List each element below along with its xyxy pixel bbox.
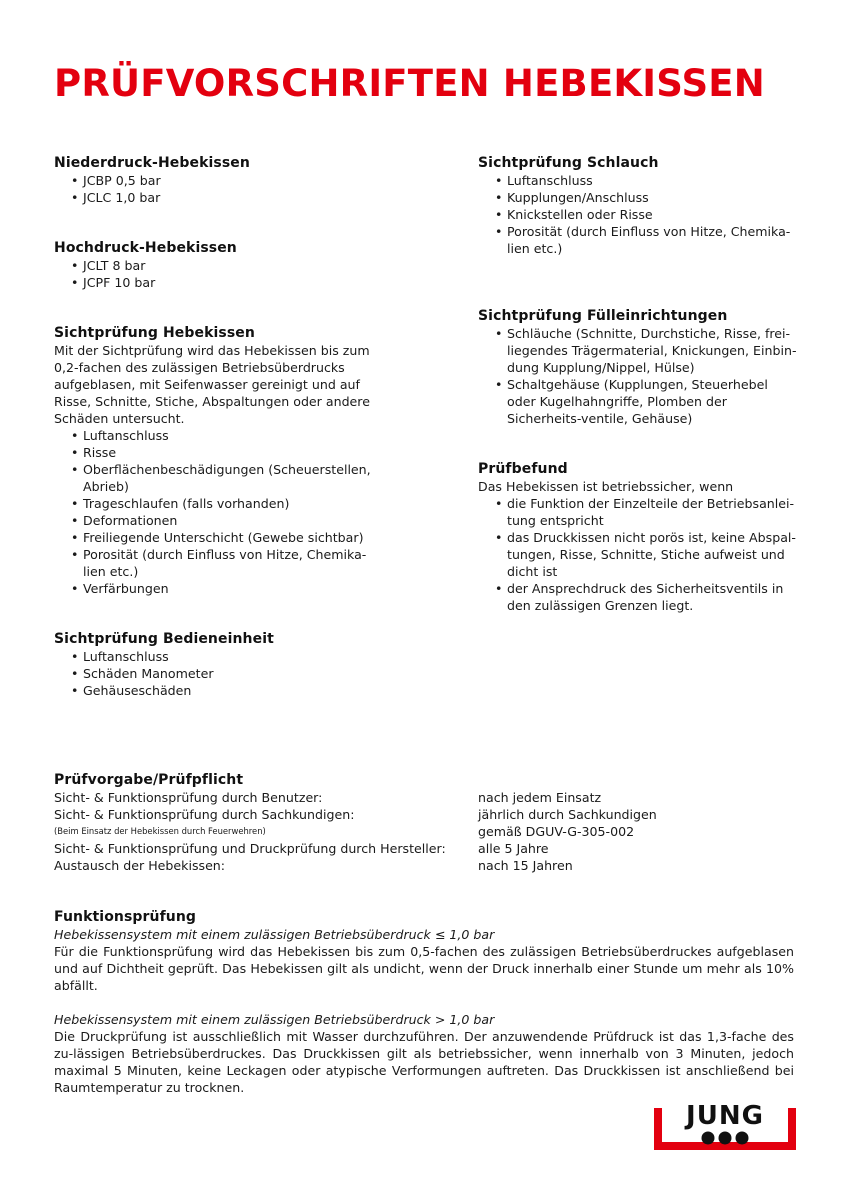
duty-value: nach jedem Einsatz [478,790,602,805]
list-item: • Schaltgehäuse (Kupplungen, Steuerhebel oder Kugelhahngriffe, Plomben der Sicherheits-ventile, Gehäuse) [495,376,798,427]
section-heading: Prüfbefund [478,461,568,477]
list-item: • Knickstellen oder Risse [495,206,798,223]
section-pruefvorgabe [54,772,794,874]
table-row [54,857,794,874]
list-item: • Porosität (durch Einfluss von Hitze, Chemika-lien etc.) [495,223,798,257]
bullet-list [54,427,374,597]
bullet-list [478,172,798,257]
section-heading: Sichtprüfung Schlauch [478,155,659,171]
right-column [478,155,798,614]
section-pruefbefund [478,461,798,614]
list-item: • Gehäuseschäden [71,682,374,699]
list-item: • Luftanschluss [71,427,374,444]
duty-label: Sicht- & Funktionsprüfung und Druckprüfung durch Hersteller: [54,841,446,856]
list-item: • Deformationen [71,512,374,529]
list-item: • Schläuche (Schnitte, Durchstiche, Risse, frei-liegendes Trägermaterial, Knickungen, Einbin-dung Kupplung/Nippel, Hülse) [495,325,798,376]
section-heading: Funktionsprüfung [54,909,197,925]
duty-value: jährlich durch Sachkundigen [478,807,657,822]
duty-value: nach 15 Jahren [478,858,573,873]
section-heading: Prüfvorgabe/Prüfpflicht [54,772,244,788]
list-item: • JCPF 10 bar [71,274,374,291]
list-item: • Oberflächenbeschädigungen (Scheuerstellen, Abrieb) [71,461,374,495]
duty-label: Sicht- & Funktionsprüfung durch Benutzer: [54,790,323,805]
section-heading: Sichtprüfung Bedieneinheit [54,631,274,647]
table-row [54,789,794,806]
list-item: • JCLC 1,0 bar [71,189,374,206]
list-item: • Porosität (durch Einfluss von Hitze, Chemika-lien etc.) [71,546,374,580]
duty-value: alle 5 Jahre [478,841,549,856]
section-intro: Das Hebekissen ist betriebssicher, wenn [478,479,734,494]
duty-value: gemäß DGUV-G-305-002 [478,824,635,839]
list-item: • Trageschlaufen (falls vorhanden) [71,495,374,512]
section-intro: Mit der Sichtprüfung wird das Hebekissen bis zum 0,2-fachen des zulässigen Betriebsüberdrucks aufgeblasen, mit Seifenwasser gereinigt und auf Risse, Schnitte, Stiche, Abspaltungen oder andere Schäden untersucht. [54,343,370,426]
section-sichtpruefung-bedieneinheit [54,631,374,699]
section-heading: Niederdruck-Hebekissen [54,155,250,171]
left-column [54,155,374,699]
table-row [54,806,794,823]
page-title: PRÜFVORSCHRIFTEN HEBEKISSEN [54,62,765,105]
list-item: • der Ansprechdruck des Sicherheitsventils in den zulässigen Grenzen liegt. [495,580,798,614]
section-sichtpruefung-fuelleinrichtungen [478,308,798,427]
bullet-list [478,325,798,427]
section-heading: Hochdruck-Hebekissen [54,240,237,256]
section-heading: Sichtprüfung Hebekissen [54,325,255,341]
subheading: Hebekissensystem mit einem zulässigen Betriebsüberdruck > 1,0 bar [54,1012,495,1027]
list-item: • JCBP 0,5 bar [71,172,374,189]
duty-label: Austausch der Hebekissen: [54,858,226,873]
list-item: • Kupplungen/Anschluss [495,189,798,206]
section-heading: Sichtprüfung Fülleinrichtungen [478,308,728,324]
table-row [54,840,794,857]
bullet-list [54,257,374,291]
section-funktionspruefung [54,909,794,1096]
table-row [54,823,794,840]
list-item: • Luftanschluss [495,172,798,189]
paragraph: Die Druckprüfung ist ausschließlich mit Wasser durchzuführen. Der anzuwendende Prüfdruck ist das 1,3-fache des zu-lässigen Betriebsüberdruckes. Das Druckkissen gilt als betriebssicher, wenn innerhalb von 3 Minuten, jedoch maximal 5 Minuten, keine Leckagen oder atypische Verformungen auftreten. Das Druckkissen ist anschließend bei Raumtemperatur zu trocknen. [54,1029,794,1095]
section-sichtpruefung-schlauch [478,155,798,257]
list-item: • Luftanschluss [71,648,374,665]
list-item: • Freiliegende Unterschicht (Gewebe sichtbar) [71,529,374,546]
jung-logo-graphic [654,1100,796,1150]
list-item: • Risse [71,444,374,461]
list-item: • das Druckkissen nicht porös ist, keine Abspal-tungen, Risse, Schnitte, Stiche aufweist und dicht ist [495,529,798,580]
bullet-list [478,495,798,614]
bullet-list [54,172,374,206]
section-sichtpruefung-hebekissen [54,325,374,597]
jung-logo [654,1100,796,1150]
subheading: Hebekissensystem mit einem zulässigen Betriebsüberdruck ≤ 1,0 bar [54,927,495,942]
list-item: • Schäden Manometer [71,665,374,682]
duty-note: (Beim Einsatz der Hebekissen durch Feuerwehren) [54,826,266,836]
paragraph: Für die Funktionsprüfung wird das Hebekissen bis zum 0,5-fachen des zulässigen Betriebsüberdruckes aufgeblasen und auf Dichtheit geprüft. Das Hebekissen gilt als undicht, wenn der Druck innerhalb einer Stunde um mehr als 10% abfällt. [54,944,794,993]
section-hochdruck [54,240,374,291]
logo-wordmark: JUNG [686,1101,764,1131]
list-item: • Verfärbungen [71,580,374,597]
section-niederdruck [54,155,374,206]
list-item: • die Funktion der Einzelteile der Betriebsanlei-tung entspricht [495,495,798,529]
duty-label: Sicht- & Funktionsprüfung durch Sachkundigen: [54,807,355,822]
bullet-list [54,648,374,699]
list-item: • JCLT 8 bar [71,257,374,274]
